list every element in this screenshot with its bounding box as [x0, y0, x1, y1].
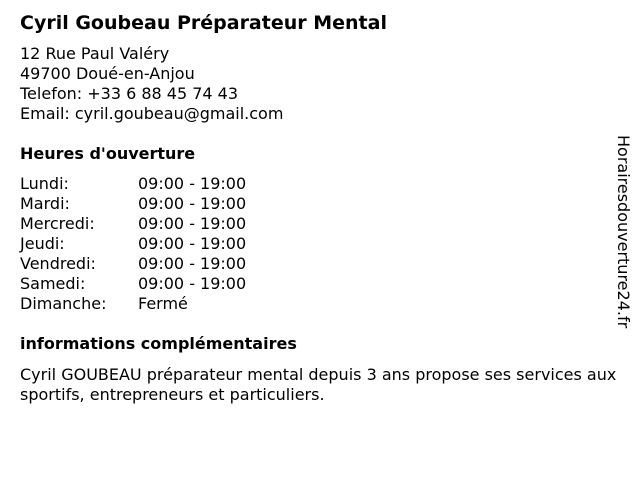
additional-info-heading: informations complémentaires [20, 334, 297, 353]
day-hours: 09:00 - 19:00 [138, 274, 247, 293]
day-label: Lundi: [20, 174, 69, 193]
opening-hours-table [20, 174, 246, 314]
day-label: Vendredi: [20, 254, 96, 273]
address-block [20, 44, 283, 124]
day-label: Dimanche: [20, 294, 107, 313]
email-address: Email: cyril.goubeau@gmail.com [20, 104, 284, 123]
day-hours: 09:00 - 19:00 [138, 234, 247, 253]
hours-row-monday [20, 174, 246, 194]
day-label: Jeudi: [20, 234, 65, 253]
phone-number: Telefon: +33 6 88 45 74 43 [20, 84, 239, 103]
day-label: Mercredi: [20, 214, 95, 233]
opening-hours-heading: Heures d'ouverture [20, 144, 196, 163]
day-hours: 09:00 - 19:00 [138, 194, 247, 213]
hours-row-saturday [20, 274, 246, 294]
day-hours: 09:00 - 19:00 [138, 254, 247, 273]
day-hours: 09:00 - 19:00 [138, 214, 247, 233]
site-watermark: Horairesdouverture24.fr [614, 135, 633, 329]
business-name: Cyril Goubeau Préparateur Mental [20, 12, 387, 34]
city-postal-code: 49700 Doué-en-Anjou [20, 64, 195, 83]
day-hours: 09:00 - 19:00 [138, 174, 247, 193]
hours-row-tuesday [20, 194, 246, 214]
day-label: Mardi: [20, 194, 70, 213]
additional-info-text: Cyril GOUBEAU préparateur mental depuis 3 ans propose ses services aux sportifs, entrepreneurs et particuliers. [20, 365, 617, 404]
street-address: 12 Rue Paul Valéry [20, 44, 170, 63]
hours-row-friday [20, 254, 246, 274]
hours-row-sunday [20, 294, 246, 314]
hours-row-thursday [20, 234, 246, 254]
day-label: Samedi: [20, 274, 86, 293]
hours-row-wednesday [20, 214, 246, 234]
day-hours: Fermé [138, 294, 188, 313]
